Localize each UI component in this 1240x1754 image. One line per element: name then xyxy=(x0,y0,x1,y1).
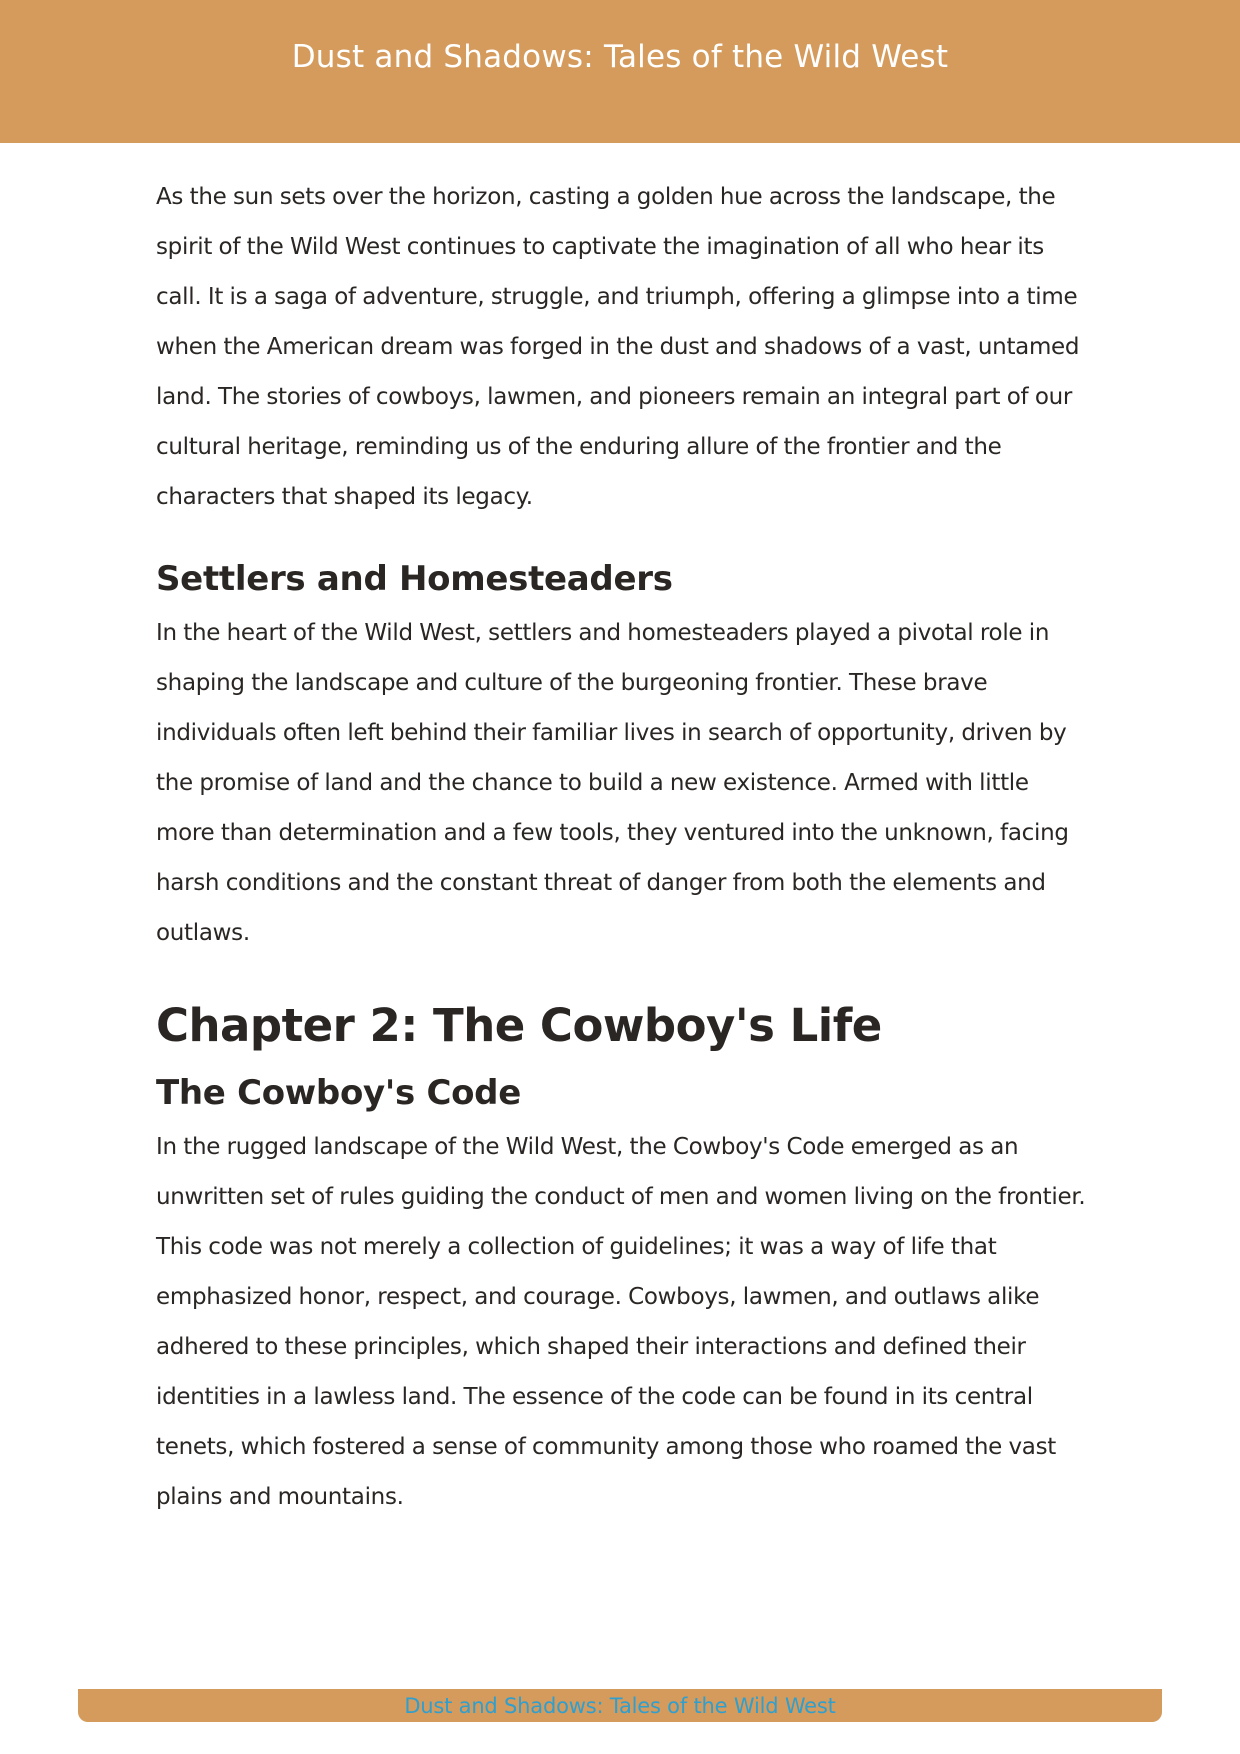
page-footer xyxy=(78,1689,1162,1722)
section-heading-cowboys-code: The Cowboy's Code xyxy=(156,1073,521,1113)
page-content xyxy=(156,172,1086,1522)
header-title: Dust and Shadows: Tales of the Wild West xyxy=(291,38,949,75)
settlers-paragraph: In the heart of the Wild West, settlers and homesteaders played a pivotal role in shaping the landscape and culture of the burgeoning frontier. These brave individuals often left behind their familiar lives in search of opportunity, driven by the promise of land and the chance to build a new existence. Armed with little more than determination and a few tools, they ventured into the unknown, facing harsh conditions and the constant threat of danger from both the elements and outlaws. xyxy=(156,620,1069,946)
cowboys-code-paragraph: In the rugged landscape of the Wild West, the Cowboy's Code emerged as an unwritten set of rules guiding the conduct of men and women living on the frontier. This code was not merely a collection of guidelines; it was a way of life that emphasized honor, respect, and courage. Cowboys, lawmen, and outlaws alike adhered to these principles, which shaped their interactions and defined their identities in a lawless land. The essence of the code can be found in its central tenets, which fostered a sense of community among those who roamed the vast plains and mountains. xyxy=(156,1134,1086,1510)
page-header xyxy=(0,0,1240,143)
section-heading-settlers: Settlers and Homesteaders xyxy=(156,559,673,599)
footer-title: Dust and Shadows: Tales of the Wild West xyxy=(404,1693,836,1718)
intro-paragraph: As the sun sets over the horizon, casting a golden hue across the landscape, the spirit of the Wild West continues to captivate the imagination of all who hear its call. It is a saga of adventure, struggle, and triumph, offering a glimpse into a time when the American dream was forged in the dust and shadows of a vast, untamed land. The stories of cowboys, lawmen, and pioneers remain an integral part of our cultural heritage, reminding us of the enduring allure of the frontier and the characters that shaped its legacy. xyxy=(156,184,1080,510)
chapter-heading: Chapter 2: The Cowboy's Life xyxy=(156,999,882,1052)
